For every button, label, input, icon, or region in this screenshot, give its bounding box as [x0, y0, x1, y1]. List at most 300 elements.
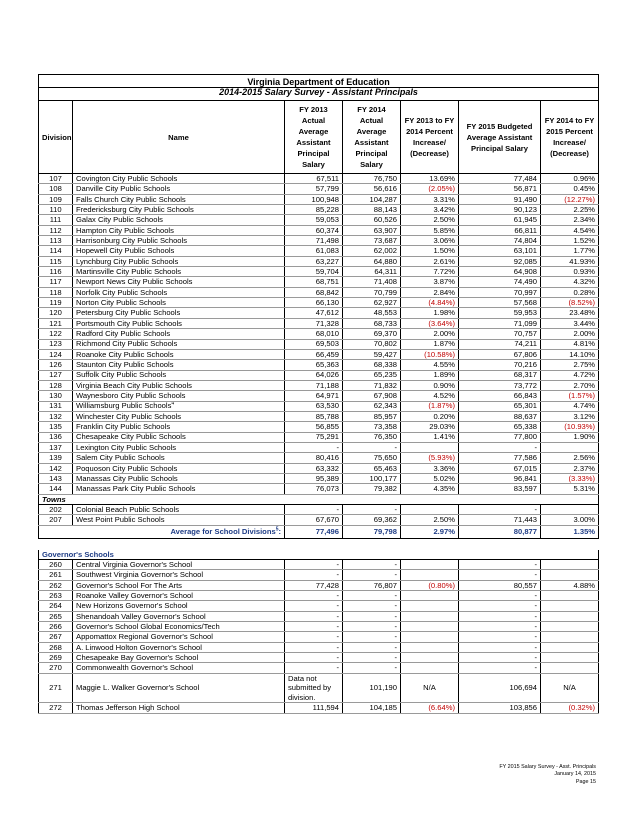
fy2013-salary: -: [285, 642, 343, 652]
report-subtitle: 2014-2015 Salary Survey - Assistant Principals: [39, 88, 599, 101]
division-name-text: Virginia Beach City Public Schools: [76, 380, 192, 390]
fy2013-salary: -: [285, 601, 343, 611]
table-row: [39, 215, 599, 225]
fy2015-salary: 66,811: [459, 225, 541, 235]
fy2013-salary: 68,751: [285, 277, 343, 287]
footer-date: January 14, 2015: [554, 771, 596, 778]
division-number: 124: [39, 349, 73, 359]
fy2014-salary: -: [343, 611, 401, 621]
average-fy2013: 77,496: [285, 525, 343, 538]
pct-change-2014-2015: 3.12%: [541, 411, 599, 421]
fy2013-salary: 56,855: [285, 422, 343, 432]
table-row: [39, 308, 599, 318]
division-number: 268: [39, 642, 73, 652]
fy2014-salary: 70,799: [343, 287, 401, 297]
table-row: [39, 580, 599, 590]
fy2014-salary: -: [343, 642, 401, 652]
table-row: [39, 622, 599, 632]
pct-change-2014-2015: [541, 611, 599, 621]
table-row: [39, 349, 599, 359]
fy2013-salary: 66,130: [285, 298, 343, 308]
salary-survey-page: [38, 74, 598, 714]
table-row: [39, 339, 599, 349]
division-name-text: Lexington City Public Schools: [76, 442, 177, 452]
division-name: [73, 287, 285, 297]
fy2014-salary: -: [343, 591, 401, 601]
fy2014-salary: 76,807: [343, 580, 401, 590]
fy2015-salary: 70,997: [459, 287, 541, 297]
table-row: [39, 473, 599, 483]
fy2015-salary: 77,484: [459, 174, 541, 184]
table-row: [39, 401, 599, 411]
pct-change-2013-2014: 29.03%: [401, 422, 459, 432]
division-number: 272: [39, 703, 73, 713]
fy2015-salary: 88,637: [459, 411, 541, 421]
division-name-text: Appomattox Regional Governor's School: [76, 632, 213, 642]
division-name: [73, 653, 285, 663]
pct-change-2014-2015: (0.32%): [541, 703, 599, 713]
fy2013-salary: 67,670: [285, 515, 343, 525]
division-name: [73, 225, 285, 235]
average-fy2014: 79,798: [343, 525, 401, 538]
average-fy2015: 80,877: [459, 525, 541, 538]
towns-section-header: [39, 494, 599, 504]
table-row: [39, 256, 599, 266]
table-row: [39, 411, 599, 421]
fy2013-salary: -: [285, 653, 343, 663]
division-name-text: Martinsville City Public Schools: [76, 266, 182, 276]
fy2014-salary: 59,427: [343, 349, 401, 359]
fy2015-salary: 90,123: [459, 205, 541, 215]
division-name: [73, 174, 285, 184]
division-name: [73, 560, 285, 570]
division-name-text: Covington City Public Schools: [76, 173, 178, 183]
division-number: 202: [39, 505, 73, 515]
fy2014-salary: 65,463: [343, 463, 401, 473]
pct-change-2013-2014: 2.50%: [401, 515, 459, 525]
fy2013-salary: 69,503: [285, 339, 343, 349]
fy2014-salary: 62,927: [343, 298, 401, 308]
division-number: 270: [39, 663, 73, 673]
pct-change-2014-2015: 1.77%: [541, 246, 599, 256]
table-row: [39, 484, 599, 494]
fy2013-salary: 59,704: [285, 267, 343, 277]
pct-change-2014-2015: 23.48%: [541, 308, 599, 318]
division-name-text: Manassas City Public Schools: [76, 473, 178, 483]
pct-change-2013-2014: 5.85%: [401, 225, 459, 235]
fy2015-salary: 91,490: [459, 194, 541, 204]
fy2013-salary: 60,374: [285, 225, 343, 235]
fy2013-salary: 66,459: [285, 349, 343, 359]
pct-change-2013-2014: 0.90%: [401, 380, 459, 390]
pct-change-2014-2015: (1.57%): [541, 391, 599, 401]
average-label-colon: :: [278, 526, 281, 536]
fy2015-salary: 77,586: [459, 453, 541, 463]
table-row: [39, 432, 599, 442]
fy2014-salary: 68,733: [343, 318, 401, 328]
division-name: [73, 339, 285, 349]
fy2013-salary: 64,971: [285, 391, 343, 401]
fy2013-salary: 85,788: [285, 411, 343, 421]
pct-change-2014-2015: 4.74%: [541, 401, 599, 411]
governors-schools-header-label: Governor's Schools: [39, 550, 599, 560]
fy2014-salary: 76,350: [343, 432, 401, 442]
division-name: [73, 591, 285, 601]
header-pct-2013-2014: FY 2013 to FY 2014 Percent Increase/ (Decrease): [401, 101, 459, 174]
fy2014-salary: 73,687: [343, 236, 401, 246]
division-number: 131: [39, 401, 73, 411]
fy2015-salary: 56,871: [459, 184, 541, 194]
page-footer: [470, 764, 596, 786]
fy2013-salary: -: [285, 611, 343, 621]
fy2014-salary: 60,526: [343, 215, 401, 225]
division-name: [73, 308, 285, 318]
division-number: 135: [39, 422, 73, 432]
division-name: [73, 411, 285, 421]
pct-change-2013-2014: 2.61%: [401, 256, 459, 266]
fy2015-salary: 83,597: [459, 484, 541, 494]
division-name-text: Portsmouth City Public Schools: [76, 318, 182, 328]
table-row: [39, 505, 599, 515]
fy2013-salary: 64,026: [285, 370, 343, 380]
fy2013-salary: -: [285, 442, 343, 452]
fy2014-salary: 48,553: [343, 308, 401, 318]
division-name: [73, 611, 285, 621]
fy2015-salary: -: [459, 591, 541, 601]
division-name: [73, 663, 285, 673]
header-fy2015: FY 2015 Budgeted Average Assistant Principal Salary: [459, 101, 541, 174]
division-name-text: Governor's School Global Economics/Tech: [76, 621, 220, 631]
division-number: 107: [39, 174, 73, 184]
division-name-text: Poquoson City Public Schools: [76, 463, 178, 473]
fy2014-salary: -: [343, 663, 401, 673]
pct-change-2013-2014: 13.69%: [401, 174, 459, 184]
fy2014-salary: 69,370: [343, 329, 401, 339]
fy2015-salary: 96,841: [459, 473, 541, 483]
table-row: [39, 246, 599, 256]
fy2015-salary: -: [459, 642, 541, 652]
division-number: 110: [39, 205, 73, 215]
division-name-text: New Horizons Governor's School: [76, 601, 188, 611]
fy2013-salary: 61,083: [285, 246, 343, 256]
average-pct-2013-2014: 2.97%: [401, 525, 459, 538]
table-row: [39, 653, 599, 663]
fy2015-salary: 71,099: [459, 318, 541, 328]
division-number: 143: [39, 473, 73, 483]
table-row: [39, 391, 599, 401]
division-number: 266: [39, 622, 73, 632]
pct-change-2014-2015: 0.96%: [541, 174, 599, 184]
pct-change-2014-2015: 1.52%: [541, 236, 599, 246]
division-name: [73, 703, 285, 713]
division-number: 119: [39, 298, 73, 308]
division-name-text: Central Virginia Governor's School: [76, 559, 193, 569]
pct-change-2014-2015: 2.70%: [541, 380, 599, 390]
fy2015-salary: -: [459, 632, 541, 642]
division-name: [73, 580, 285, 590]
fy2014-salary: 73,358: [343, 422, 401, 432]
fy2014-salary: 68,338: [343, 360, 401, 370]
fy2013-salary: Data not submitted by division.: [285, 673, 343, 702]
table-row: [39, 591, 599, 601]
fy2013-salary: 63,227: [285, 256, 343, 266]
pct-change-2014-2015: 0.45%: [541, 184, 599, 194]
fy2014-salary: -: [343, 505, 401, 515]
pct-change-2013-2014: (10.58%): [401, 349, 459, 359]
pct-change-2013-2014: 1.87%: [401, 339, 459, 349]
division-number: 263: [39, 591, 73, 601]
fy2014-salary: 75,650: [343, 453, 401, 463]
table-row: [39, 360, 599, 370]
fy2013-salary: 85,228: [285, 205, 343, 215]
division-number: 123: [39, 339, 73, 349]
division-name: [73, 622, 285, 632]
table-row: [39, 267, 599, 277]
division-name-text: Richmond City Public Schools: [76, 339, 178, 349]
pct-change-2013-2014: (4.84%): [401, 298, 459, 308]
fy2015-salary: -: [459, 442, 541, 452]
pct-change-2013-2014: 5.02%: [401, 473, 459, 483]
division-name-text: Harrisonburg City Public Schools: [76, 235, 187, 245]
fy2014-salary: -: [343, 570, 401, 580]
table-row: [39, 453, 599, 463]
division-name-text: Hopewell City Public Schools: [76, 246, 175, 256]
division-number: 109: [39, 194, 73, 204]
division-number: 116: [39, 267, 73, 277]
section-spacer: [39, 538, 599, 550]
division-name-text: Thomas Jefferson High School: [76, 703, 180, 713]
fy2013-salary: 63,332: [285, 463, 343, 473]
division-name-text: Waynesboro City Public Schools: [76, 391, 186, 401]
pct-change-2014-2015: [541, 642, 599, 652]
fy2015-salary: 71,443: [459, 515, 541, 525]
fy2015-salary: 66,843: [459, 391, 541, 401]
division-name-text: Norton City Public Schools: [76, 298, 166, 307]
division-name-text: Colonial Beach Public Schools: [76, 504, 179, 514]
pct-change-2014-2015: 4.32%: [541, 277, 599, 287]
division-number: 122: [39, 329, 73, 339]
header-fy2014: FY 2014 Actual Average Assistant Principal Salary: [343, 101, 401, 174]
division-name: [73, 184, 285, 194]
division-number: 271: [39, 673, 73, 702]
header-name: Name: [73, 101, 285, 174]
fy2013-salary: 68,842: [285, 287, 343, 297]
header-row: [39, 101, 599, 174]
header-pct-2014-2015: FY 2014 to FY 2015 Percent Increase/ (Decrease): [541, 101, 599, 174]
fy2015-salary: -: [459, 505, 541, 515]
table-row: [39, 194, 599, 204]
spacer-cell: [39, 538, 599, 550]
average-label: [39, 525, 285, 538]
division-number: 130: [39, 391, 73, 401]
table-row: [39, 205, 599, 215]
pct-change-2013-2014: 3.31%: [401, 194, 459, 204]
division-name-text: Falls Church City Public Schools: [76, 194, 186, 204]
salary-table: [38, 74, 599, 714]
pct-change-2014-2015: [541, 622, 599, 632]
pct-change-2013-2014: 1.41%: [401, 432, 459, 442]
division-name-text: Shenandoah Valley Governor's School: [76, 611, 206, 621]
pct-change-2014-2015: [541, 653, 599, 663]
pct-change-2013-2014: (6.64%): [401, 703, 459, 713]
division-number: 267: [39, 632, 73, 642]
fy2015-salary: 61,945: [459, 215, 541, 225]
fy2014-salary: 64,880: [343, 256, 401, 266]
table-row: [39, 329, 599, 339]
pct-change-2013-2014: (3.64%): [401, 318, 459, 328]
towns-section-header-label: Towns: [39, 494, 599, 504]
pct-change-2014-2015: [541, 505, 599, 515]
division-name: [73, 484, 285, 494]
fy2015-salary: 103,856: [459, 703, 541, 713]
report-title: Virginia Department of Education: [39, 75, 599, 88]
header-fy2013: FY 2013 Actual Average Assistant Principal Salary: [285, 101, 343, 174]
fy2014-salary: 76,750: [343, 174, 401, 184]
fy2015-salary: 67,806: [459, 349, 541, 359]
fy2014-salary: 101,190: [343, 673, 401, 702]
fy2013-salary: 95,389: [285, 473, 343, 483]
pct-change-2013-2014: (0.80%): [401, 580, 459, 590]
fy2014-salary: 71,832: [343, 380, 401, 390]
fy2014-salary: 69,362: [343, 515, 401, 525]
governors-schools-header: [39, 550, 599, 560]
division-name: [73, 277, 285, 287]
table-row: [39, 184, 599, 194]
footer-page-number: Page 15: [575, 778, 596, 785]
fy2014-salary: -: [343, 601, 401, 611]
division-name: [73, 318, 285, 328]
pct-change-2014-2015: 0.28%: [541, 287, 599, 297]
division-number: 108: [39, 184, 73, 194]
division-name: [73, 267, 285, 277]
fy2013-salary: 111,594: [285, 703, 343, 713]
division-name: [73, 360, 285, 370]
pct-change-2014-2015: 0.93%: [541, 267, 599, 277]
fy2015-salary: 57,568: [459, 298, 541, 308]
pct-change-2013-2014: 4.35%: [401, 484, 459, 494]
division-number: 144: [39, 484, 73, 494]
division-name-text: Lynchburg City Public Schools: [76, 256, 179, 266]
footnote-marker: 5: [275, 526, 279, 533]
pct-change-2013-2014: 3.36%: [401, 463, 459, 473]
division-name-text: Manassas Park City Public Schools: [76, 484, 196, 494]
fy2013-salary: 63,530: [285, 401, 343, 411]
division-name: [73, 601, 285, 611]
division-name: [73, 205, 285, 215]
division-number: 269: [39, 653, 73, 663]
division-name-text: Maggie L. Walker Governor's School: [76, 683, 200, 693]
division-name: [73, 473, 285, 483]
pct-change-2014-2015: 4.81%: [541, 339, 599, 349]
division-name-text: Governor's School For The Arts: [76, 580, 182, 590]
pct-change-2013-2014: (5.93%): [401, 453, 459, 463]
table-row: [39, 422, 599, 432]
average-pct-2014-2015: 1.35%: [541, 525, 599, 538]
fy2014-salary: 104,185: [343, 703, 401, 713]
fy2015-salary: 74,804: [459, 236, 541, 246]
table-row: [39, 236, 599, 246]
pct-change-2014-2015: 2.56%: [541, 453, 599, 463]
fy2014-salary: -: [343, 632, 401, 642]
fy2015-salary: -: [459, 653, 541, 663]
division-name-text: Winchester City Public Schools: [76, 411, 182, 421]
table-row: [39, 174, 599, 184]
pct-change-2013-2014: 1.98%: [401, 308, 459, 318]
pct-change-2013-2014: 3.42%: [401, 205, 459, 215]
fy2015-salary: 80,557: [459, 580, 541, 590]
table-row: [39, 632, 599, 642]
fy2014-salary: 64,311: [343, 267, 401, 277]
division-name-text: Salem City Public Schools: [76, 453, 165, 463]
fy2015-salary: -: [459, 611, 541, 621]
division-name-text: Williamsburg Public Schools: [76, 401, 172, 411]
pct-change-2013-2014: (1.87%): [401, 401, 459, 411]
division-name-text: Radford City Public Schools: [76, 329, 171, 339]
fy2015-salary: 92,085: [459, 256, 541, 266]
pct-change-2013-2014: 0.20%: [401, 411, 459, 421]
table-row: [39, 463, 599, 473]
division-name-text: Fredericksburg City Public Schools: [76, 204, 194, 214]
table-row: [39, 673, 599, 702]
fy2014-salary: 67,908: [343, 391, 401, 401]
fy2015-salary: 63,101: [459, 246, 541, 256]
division-name-text: Danville City Public Schools: [76, 184, 171, 194]
pct-change-2014-2015: (8.52%): [541, 298, 599, 308]
footer-report-name: FY 2015 Salary Survey - Asst. Principals: [499, 764, 596, 770]
pct-change-2013-2014: 3.87%: [401, 277, 459, 287]
division-name: [73, 673, 285, 702]
division-name: [73, 401, 285, 411]
pct-change-2014-2015: (3.33%): [541, 473, 599, 483]
pct-change-2014-2015: (12.27%): [541, 194, 599, 204]
division-name: [73, 632, 285, 642]
fy2013-salary: -: [285, 663, 343, 673]
fy2013-salary: 71,188: [285, 380, 343, 390]
division-number: 262: [39, 580, 73, 590]
division-number: 127: [39, 370, 73, 380]
division-number: 132: [39, 411, 73, 421]
fy2015-salary: 70,216: [459, 360, 541, 370]
fy2014-salary: 62,343: [343, 401, 401, 411]
pct-change-2013-2014: 1.50%: [401, 246, 459, 256]
division-name: [73, 432, 285, 442]
footnote-marker: 4: [171, 401, 175, 407]
division-name: [73, 642, 285, 652]
fy2013-salary: 65,363: [285, 360, 343, 370]
fy2015-salary: -: [459, 570, 541, 580]
pct-change-2014-2015: 3.44%: [541, 318, 599, 328]
pct-change-2014-2015: 41.93%: [541, 256, 599, 266]
pct-change-2013-2014: [401, 653, 459, 663]
fy2013-salary: 75,291: [285, 432, 343, 442]
fy2013-salary: -: [285, 591, 343, 601]
division-number: 136: [39, 432, 73, 442]
division-name-text: Galax City Public Schools: [76, 215, 163, 225]
division-number: 261: [39, 570, 73, 580]
division-number: 265: [39, 611, 73, 621]
table-body: [39, 174, 599, 714]
fy2013-salary: 57,799: [285, 184, 343, 194]
division-name-text: Roanoke Valley Governor's School: [76, 590, 193, 600]
division-name: [73, 391, 285, 401]
division-name: [73, 246, 285, 256]
fy2015-salary: 68,317: [459, 370, 541, 380]
division-name-text: Southwest Virginia Governor's School: [76, 570, 204, 580]
division-name: [73, 349, 285, 359]
division-name-text: Chesapeake City Public Schools: [76, 432, 186, 442]
division-number: 260: [39, 560, 73, 570]
division-number: 115: [39, 256, 73, 266]
